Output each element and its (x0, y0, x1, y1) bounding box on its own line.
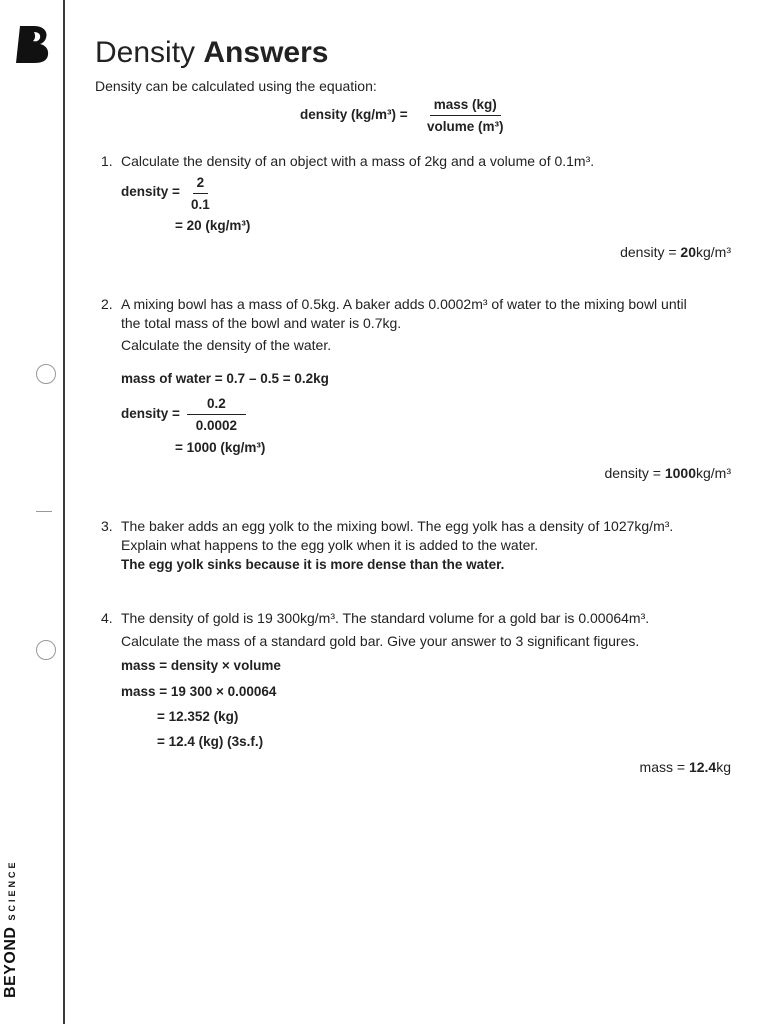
q2-denominator: 0.0002 (195, 418, 238, 433)
q2-question-line1: A mixing bowl has a mass of 0.5kg. A baker adds 0.0002m³ of water to the mixing bowl until (121, 296, 687, 312)
q1-answer-unit: kg/m³ (696, 244, 731, 260)
brand-tagline: SCIENCE (7, 859, 17, 921)
q2-fraction (187, 395, 246, 434)
q1-result: = 20 (kg/m³) (175, 218, 251, 233)
q2-answer-prefix: density = (604, 465, 665, 481)
q4-step3: = 12.352 (kg) (157, 709, 239, 724)
page-title (95, 36, 328, 70)
q2-answer-value: 1000 (664, 465, 696, 481)
intro-text: Density can be calculated using the equation: (95, 78, 377, 94)
q3-question-line1: The baker adds an egg yolk to the mixing bowl. The egg yolk has a density of 1027kg/m³. (121, 518, 674, 534)
q3-answer: The egg yolk sinks because it is more dense than the water. (121, 557, 505, 572)
q2-answer (605, 465, 731, 481)
q1-lhs: density = (121, 184, 180, 199)
q4-answer-value: 12.4 (688, 759, 717, 775)
q4-step2: mass = 19 300 × 0.00064 (121, 684, 277, 699)
q1-numerator: 2 (193, 174, 209, 194)
q4-answer-unit: kg (716, 759, 731, 775)
q3-question-line2: Explain what happens to the egg yolk when it is added to the water. (121, 537, 539, 553)
q2-answer-unit: kg/m³ (696, 465, 731, 481)
q2-number: 2. (101, 296, 113, 312)
q2-numerator: 0.2 (187, 395, 246, 415)
q4-question-line1: The density of gold is 19 300kg/m³. The standard volume for a gold bar is 0.00064m³. (121, 610, 650, 626)
q1-answer-value: 20 (680, 244, 696, 260)
q1-fraction (187, 174, 214, 213)
q1-question: Calculate the density of an object with a mass of 2kg and a volume of 0.1m³. (121, 153, 595, 169)
fold-mark (36, 511, 52, 512)
punch-hole-top (36, 364, 56, 384)
q1-denominator: 0.1 (191, 197, 210, 212)
margin-line (63, 0, 65, 1024)
q4-step1: mass = density × volume (121, 658, 281, 673)
punch-hole-bottom (36, 640, 56, 660)
equation-fraction (423, 96, 508, 135)
q1-answer (620, 244, 731, 260)
beyond-logo-icon (14, 24, 52, 64)
title-bold: Answers (203, 36, 329, 69)
q2-step1: mass of water = 0.7 – 0.5 = 0.2kg (121, 371, 329, 386)
q1-answer-prefix: density = (620, 244, 681, 260)
q4-question-line2: Calculate the mass of a standard gold bar. Give your answer to 3 significant figures. (121, 633, 640, 649)
q2-result: = 1000 (kg/m³) (175, 440, 266, 455)
q2-question-line3: Calculate the density of the water. (121, 337, 332, 353)
q4-answer-prefix: mass = (639, 759, 689, 775)
brand-name: BEYOND (2, 926, 19, 998)
q3-number: 3. (101, 518, 113, 534)
equation-lhs: density (kg/m³) = (300, 107, 408, 122)
q4-step4: = 12.4 (kg) (3s.f.) (157, 734, 264, 749)
brand-vertical (2, 860, 20, 998)
q1-number: 1. (101, 153, 113, 169)
q4-number: 4. (101, 610, 113, 626)
q2-question-line2: the total mass of the bowl and water is 0.7kg. (121, 315, 402, 331)
equation-denominator: volume (m³) (427, 119, 504, 134)
q4-answer (640, 759, 731, 775)
equation-numerator: mass (kg) (430, 96, 501, 116)
title-light: Density (95, 36, 196, 69)
q2-lhs: density = (121, 406, 180, 421)
